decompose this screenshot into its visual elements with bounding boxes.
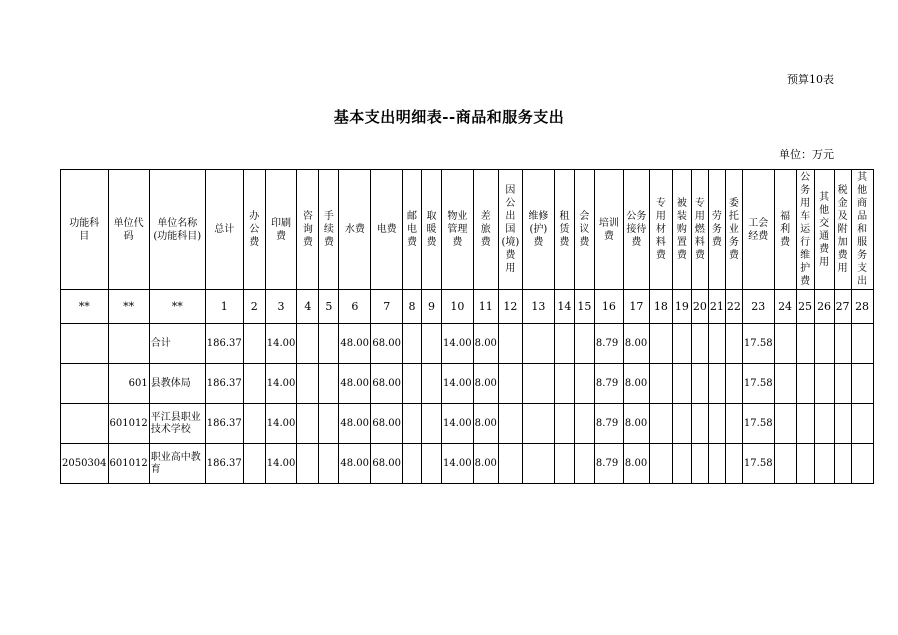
table-cell [403, 364, 422, 404]
table-cell: 186.37 [205, 324, 243, 364]
table-row [61, 324, 874, 364]
table-cell [834, 404, 851, 444]
table-cell: 县教体局 [149, 364, 205, 404]
table-cell [774, 364, 796, 404]
table-row [61, 444, 874, 484]
column-header [339, 170, 371, 290]
table-cell [796, 444, 814, 484]
column-header [522, 170, 554, 290]
expense-detail-table [60, 169, 874, 484]
column-header-label: 租赁费 [559, 211, 570, 248]
column-header-label: 手续费 [323, 211, 334, 248]
table-cell [672, 324, 691, 364]
column-header-label: 咨询费 [302, 211, 313, 248]
column-header [371, 170, 403, 290]
column-header-label: 差旅费 [480, 211, 491, 248]
table-cell [708, 404, 725, 444]
table-cell [834, 364, 851, 404]
table-cell: 8.00 [623, 364, 649, 404]
index-cell: 22 [725, 290, 742, 324]
column-header [61, 170, 109, 290]
column-header [742, 170, 774, 290]
table-cell [814, 404, 834, 444]
table-cell: 68.00 [371, 324, 403, 364]
table-cell [725, 324, 742, 364]
table-cell [243, 404, 265, 444]
table-cell [574, 364, 594, 404]
column-header-label: 维修(护)费 [528, 211, 549, 248]
table-cell [498, 444, 522, 484]
table-cell [319, 364, 339, 404]
table-cell: 17.58 [742, 444, 774, 484]
index-cell: 20 [691, 290, 708, 324]
table-cell [297, 404, 319, 444]
table-cell [243, 324, 265, 364]
table-cell [61, 404, 109, 444]
table-cell [851, 444, 873, 484]
table-cell: 68.00 [371, 364, 403, 404]
column-header [108, 170, 149, 290]
table-cell: 8.00 [473, 404, 498, 444]
table-cell: 17.58 [742, 404, 774, 444]
column-header-label: 其他交通费用 [819, 191, 830, 268]
table-cell [498, 364, 522, 404]
table-cell [796, 364, 814, 404]
index-cell: 19 [672, 290, 691, 324]
column-header-label: 培训费 [598, 217, 619, 242]
column-header-label: 邮电费 [407, 211, 418, 248]
table-cell [522, 364, 554, 404]
index-cell: 28 [851, 290, 873, 324]
column-header [297, 170, 319, 290]
table-cell: 601 [108, 364, 149, 404]
table-cell: 8.00 [473, 364, 498, 404]
table-cell [691, 364, 708, 404]
index-cell: 17 [623, 290, 649, 324]
table-cell: 14.00 [442, 324, 474, 364]
column-header [774, 170, 796, 290]
column-header [149, 170, 205, 290]
table-cell: 8.79 [594, 444, 623, 484]
table-cell [725, 444, 742, 484]
index-cell: 24 [774, 290, 796, 324]
table-cell: 14.00 [442, 444, 474, 484]
column-header-label: 会议费 [579, 211, 590, 248]
table-row [61, 404, 874, 444]
table-cell: 8.00 [473, 324, 498, 364]
table-cell [774, 404, 796, 444]
column-header [243, 170, 265, 290]
table-cell [774, 444, 796, 484]
table-cell [403, 324, 422, 364]
table-cell [422, 444, 442, 484]
table-cell: 14.00 [265, 404, 297, 444]
table-cell: 14.00 [265, 444, 297, 484]
index-cell: 1 [205, 290, 243, 324]
table-cell: 14.00 [265, 364, 297, 404]
table-cell [672, 404, 691, 444]
index-cell: 18 [649, 290, 672, 324]
index-cell: 10 [442, 290, 474, 324]
table-cell [774, 324, 796, 364]
column-header-label: 取暖费 [426, 211, 437, 248]
table-cell [574, 444, 594, 484]
table-cell: 48.00 [339, 324, 371, 364]
index-cell: 12 [498, 290, 522, 324]
table-cell [319, 324, 339, 364]
column-header-label: 其他商品和服务支出 [857, 172, 868, 287]
index-cell: 27 [834, 290, 851, 324]
table-cell [522, 404, 554, 444]
table-cell [319, 404, 339, 444]
table-cell [851, 364, 873, 404]
table-cell: 8.00 [473, 444, 498, 484]
table-cell [691, 404, 708, 444]
column-header [574, 170, 594, 290]
column-header-label: 福利费 [780, 211, 791, 248]
column-header-label: 被装购置费 [676, 198, 687, 261]
table-cell [649, 324, 672, 364]
table-cell [814, 324, 834, 364]
table-cell [61, 324, 109, 364]
column-header [691, 170, 708, 290]
table-cell: 48.00 [339, 404, 371, 444]
table-cell [554, 324, 574, 364]
table-cell: 186.37 [205, 404, 243, 444]
index-cell: 6 [339, 290, 371, 324]
form-number: 预算10表 [787, 73, 834, 86]
column-header [319, 170, 339, 290]
column-header-label: 单位名称(功能科目) [153, 217, 202, 242]
index-cell: 26 [814, 290, 834, 324]
table-cell: 68.00 [371, 404, 403, 444]
index-cell: 15 [574, 290, 594, 324]
table-cell: 48.00 [339, 364, 371, 404]
index-cell: 5 [319, 290, 339, 324]
table-cell [834, 444, 851, 484]
index-row [61, 290, 874, 324]
table-cell: 48.00 [339, 444, 371, 484]
table-cell [814, 444, 834, 484]
table-cell: 601012 [108, 404, 149, 444]
table-cell [649, 404, 672, 444]
column-header [498, 170, 522, 290]
table-cell: 8.79 [594, 364, 623, 404]
table-cell [243, 364, 265, 404]
table-cell [691, 324, 708, 364]
table-cell [403, 444, 422, 484]
index-cell: 11 [473, 290, 498, 324]
table-cell [422, 404, 442, 444]
table-cell [649, 364, 672, 404]
table-cell [522, 324, 554, 364]
column-header [422, 170, 442, 290]
unit-label: 单位：万元 [779, 148, 834, 161]
table-cell: 14.00 [442, 404, 474, 444]
column-header [623, 170, 649, 290]
table-cell [403, 404, 422, 444]
column-header [851, 170, 873, 290]
column-header [403, 170, 422, 290]
index-cell: 16 [594, 290, 623, 324]
index-cell: 9 [422, 290, 442, 324]
table-cell [851, 324, 873, 364]
column-header [834, 170, 851, 290]
column-header [814, 170, 834, 290]
table-cell [725, 364, 742, 404]
table-cell [319, 444, 339, 484]
table-cell [814, 364, 834, 404]
column-header-label: 电费 [376, 224, 397, 235]
column-header-label: 印刷费 [271, 217, 292, 242]
index-cell: ** [108, 290, 149, 324]
table-cell: 8.79 [594, 324, 623, 364]
page-title: 基本支出明细表--商品和服务支出 [333, 108, 565, 126]
column-header-label: 公务用车运行维护费 [800, 172, 811, 287]
column-header-label: 专用材料费 [655, 198, 666, 261]
table-cell [691, 444, 708, 484]
column-header-label: 功能科目 [69, 217, 100, 242]
table-cell [851, 404, 873, 444]
header-row [61, 170, 874, 290]
index-cell: ** [61, 290, 109, 324]
table-cell: 平江县职业技术学校 [149, 404, 205, 444]
table-cell [554, 364, 574, 404]
table-cell: 17.58 [742, 324, 774, 364]
column-header-label: 公务接待费 [626, 211, 647, 248]
index-cell: 14 [554, 290, 574, 324]
column-header [205, 170, 243, 290]
table-cell: 14.00 [442, 364, 474, 404]
table-cell: 8.00 [623, 324, 649, 364]
index-cell: 8 [403, 290, 422, 324]
table-cell: 17.58 [742, 364, 774, 404]
table-cell [672, 364, 691, 404]
column-header [594, 170, 623, 290]
table-cell [522, 444, 554, 484]
column-header-label: 专用燃料费 [694, 198, 705, 261]
index-cell: 13 [522, 290, 554, 324]
column-header-label: 因公出国(境)费用 [501, 185, 520, 274]
index-cell: 3 [265, 290, 297, 324]
table-cell [297, 324, 319, 364]
column-header-label: 劳务费 [711, 211, 722, 248]
index-cell: 25 [796, 290, 814, 324]
index-cell: 4 [297, 290, 319, 324]
table-cell: 合计 [149, 324, 205, 364]
column-header-label: 总计 [214, 224, 235, 235]
column-header [725, 170, 742, 290]
column-header [649, 170, 672, 290]
table-cell [297, 444, 319, 484]
column-header [442, 170, 474, 290]
table-cell [498, 404, 522, 444]
table-cell [554, 404, 574, 444]
table-cell [725, 404, 742, 444]
table-cell [574, 404, 594, 444]
table-cell: 职业高中教育 [149, 444, 205, 484]
table-cell [796, 404, 814, 444]
table-cell [61, 364, 109, 404]
table-cell [708, 364, 725, 404]
table-cell: 8.00 [623, 444, 649, 484]
table-cell [574, 324, 594, 364]
column-header [554, 170, 574, 290]
table-cell: 186.37 [205, 444, 243, 484]
table-cell [708, 324, 725, 364]
column-header-label: 水费 [344, 224, 365, 235]
table-cell: 14.00 [265, 324, 297, 364]
table-cell: 601012 [108, 444, 149, 484]
index-cell: ** [149, 290, 205, 324]
column-header [796, 170, 814, 290]
table-cell [498, 324, 522, 364]
table-cell [422, 364, 442, 404]
column-header-label: 办公费 [249, 211, 260, 248]
table-cell [834, 324, 851, 364]
column-header [265, 170, 297, 290]
index-cell: 7 [371, 290, 403, 324]
column-header-label: 委托业务费 [728, 198, 739, 261]
index-cell: 23 [742, 290, 774, 324]
index-cell: 21 [708, 290, 725, 324]
table-cell [672, 444, 691, 484]
column-header-label: 物业管理费 [447, 211, 468, 248]
column-header-label: 工会经费 [748, 217, 769, 242]
table-cell [796, 324, 814, 364]
table-row [61, 364, 874, 404]
column-header-label: 单位代码 [113, 217, 144, 242]
table-cell [243, 444, 265, 484]
table-cell [708, 444, 725, 484]
table-cell [297, 364, 319, 404]
table-cell: 8.79 [594, 404, 623, 444]
table-cell [649, 444, 672, 484]
table-cell: 8.00 [623, 404, 649, 444]
column-header [672, 170, 691, 290]
column-header [708, 170, 725, 290]
table-cell [108, 324, 149, 364]
table-cell [422, 324, 442, 364]
index-cell: 2 [243, 290, 265, 324]
column-header-label: 税金及附加费用 [837, 185, 848, 274]
table-cell: 68.00 [371, 444, 403, 484]
table-cell: 2050304 [61, 444, 109, 484]
column-header [473, 170, 498, 290]
table-cell: 186.37 [205, 364, 243, 404]
table-cell [554, 444, 574, 484]
